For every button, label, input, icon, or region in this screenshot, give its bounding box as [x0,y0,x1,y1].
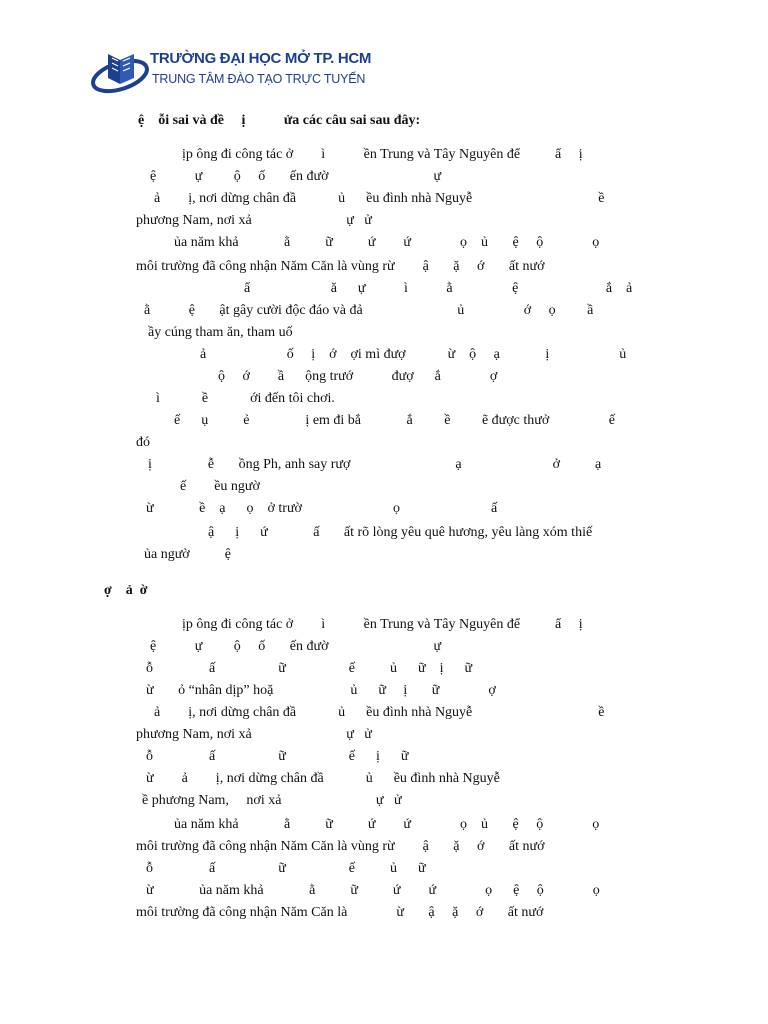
answer-line: môi trường đã công nhận Năm Căn là vùng rừ ậ ặ ớ ất nướ [136,839,545,854]
answer-line: ủa năm khả ằ ữ ứ ứ ọ ủ ệ ộ ọ [174,817,600,832]
logo-book-icon [90,46,152,94]
question-line: ị ễ ồng Ph, anh say rượ ạ ở ạ [148,457,602,472]
question-line: ả ị, nơi dừng chân đầ ủ ều đình nhà Nguyễ ề [154,191,605,206]
question-line: môi trường đã công nhận Năm Căn là vùng rừ ậ ặ ớ ất nướ [136,259,545,274]
answer-line: ề phương Nam, nơi xả ự ử [142,793,402,808]
answer-line: ệ ự ộ ố ến đườ ự [150,639,442,654]
question-line: ịp ông đi công tác ở ì ền Trung và Tây Nguyên để ẩ ị [182,147,583,162]
logo-subtitle: TRUNG TÂM ĐÀO TẠO TRỰC TUYẾN [152,72,366,86]
answer-line: ả ị, nơi dừng chân đầ ủ ều đình nhà Nguyễ ề [154,705,605,720]
question-line: ẩ ă ự ì ằ ệ ắ ả [244,281,633,296]
answer-line: ỗ ấ ữ ế ị ữ [146,749,409,764]
question-line: ệ ự ộ ố ến đườ ự [150,169,442,184]
question-line: phương Nam, nơi xả ự ử [136,213,372,228]
question-line: ủa ngườ ệ [144,547,231,562]
answer-heading: ợ ả ờ [104,583,148,598]
answer-line: ừ ủa năm khả ằ ữ ứ ứ ọ ệ ộ ọ [146,883,600,898]
answer-line: môi trường đã công nhận Năm Căn là ừ ậ ặ ớ ất nướ [136,905,544,920]
question-line: ủa năm khả ằ ữ ứ ứ ọ ủ ệ ộ ọ [174,235,600,250]
question-line: ế ều ngườ [180,479,260,494]
logo-title: TRƯỜNG ĐẠI HỌC MỞ TP. HCM [150,50,372,67]
answer-line: phương Nam, nơi xả ự ử [136,727,372,742]
question-line: ế ụ ẻ ị em đi bắ ắ ề ẽ được thưở ế [174,413,615,428]
question-line: ậ ị ứ ấ ất rõ lòng yêu quê hương, yêu làng xóm thiế [208,525,593,540]
answer-line: ỗ ấ ữ ế ủ ữ [146,861,426,876]
answer-line: ừ ả ị, nơi dừng chân đầ ủ ều đình nhà Nguyễ [146,771,500,786]
university-logo [90,46,372,98]
question-line: ộ ớ ầ ộng trướ đượ ắ ợ [218,369,498,384]
question-line: ì ề ới đến tôi chơi. [156,391,335,406]
answer-line: ỗ ấ ữ ế ủ ữ ị ữ [146,661,473,676]
question-heading: ệ ỗi sai và đề ị ửa các câu sai sau đây: [138,113,421,128]
question-line: ừ ề ạ ọ ở trườ ọ ấ [146,501,498,516]
answer-line: ịp ông đi công tác ở ì ền Trung và Tây Nguyên để ẩ ị [182,617,583,632]
answer-line: ừ ỏ “nhân dịp” hoặ ủ ữ ị ữ ợ [146,683,496,698]
question-line: ằ ệ ật gây cười độc đáo và đả ủ ớ ọ ầ [144,303,594,318]
question-line: ả ố ị ớ ợi mì đượ ừ ộ ạ ị ủ [200,347,627,362]
question-line: ầy cúng tham ăn, tham uố [148,325,293,340]
question-line: đó [136,435,150,450]
